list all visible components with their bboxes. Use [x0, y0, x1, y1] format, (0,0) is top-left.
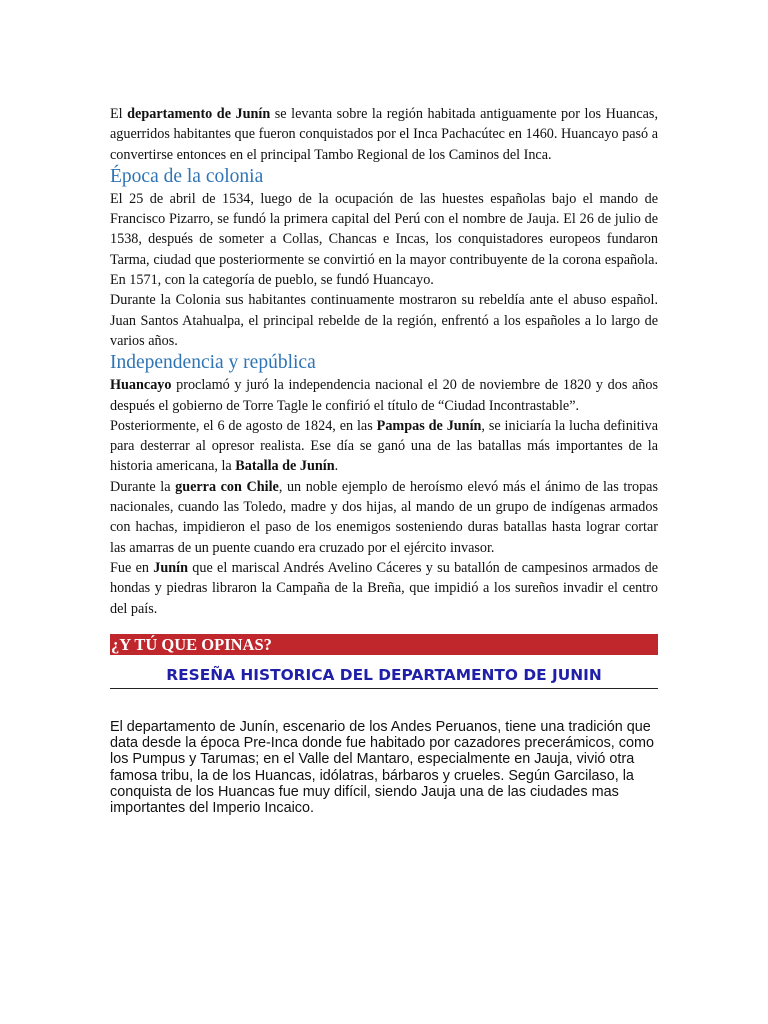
intro-text-1: El	[110, 106, 128, 122]
resena-paragraph: El departamento de Junín, escenario de los Andes Peruanos, tiene una tradición que data desde la época Pre-Inca donde fue habitado por cazadores precerámicos, como los Pumpus y Tarumas; en el Valle del Mantaro, especialmente en Jauja, vivió otra famosa tribu, la de los Huancas, idólatras, bárbaros y crueles. Según Garcilaso, la conquista de los Huancas fue muy difícil, siendo Jauja una de las ciudades mas importantes del Imperio Incaico.	[110, 718, 654, 817]
heading-colonia: Época de la colonia	[110, 165, 264, 187]
bold-batalla-de-junin: Batalla de Junín	[235, 458, 335, 475]
independencia-p2-text-2: , se iniciaría la lucha definitiva para desterrar al opresor realista. Ese día se ganó una de las batallas más importantes de la historia americana, la	[110, 417, 659, 475]
independencia-paragraph-1	[110, 375, 658, 416]
resena-title: RESEÑA HISTORICA DEL DEPARTAMENTO DE JUNIN	[110, 664, 658, 689]
intro-text-2: se levanta sobre la región habitada antiguamente por los Huancas, aguerridos habitantes que fueron conquistados por el Inca Pachacútec en 1460. Huancayo pasó a convertirse entonces en el principal Tambo Regional de los Caminos del Inca.	[110, 106, 658, 163]
colonia-paragraph-2: Durante la Colonia sus habitantes continuamente mostraron su rebeldía ante el abuso español. Juan Santos Atahualpa, el principal rebelde de la región, enfrentó a los españoles a lo largo de varios años.	[110, 292, 658, 349]
independencia-paragraph-4	[110, 558, 658, 619]
heading-independencia: Independencia y república	[110, 352, 316, 374]
independencia-p2-text-1: Posteriormente, el 6 de agosto de 1824, en las	[110, 417, 377, 434]
intro-paragraph	[110, 104, 658, 165]
independencia-p2-text-3: .	[334, 458, 339, 475]
independencia-paragraph-2	[110, 416, 658, 477]
independencia-p3-text-2: , un noble ejemplo de heroísmo elevó más el ánimo de las tropas nacionales, cuando las Toledo, madre y dos hijas, al mando de un grupo de indígenas armados con hachas, impidieron el paso de los enemigos sosteniendo duras batallas hasta lograr cortar las amarras de un puente cuando era cruzado por el ejército invasor.	[110, 478, 659, 556]
independencia-p4-text-2: que el mariscal Andrés Avelino Cáceres y su batallón de campesinos armados de hondas y piedras libraron la Campaña de la Breña, que impidió a los sureños invadir el centro del país.	[110, 559, 658, 617]
document-content	[110, 104, 658, 817]
independencia-p3-text-1: Durante la	[110, 478, 176, 495]
bold-huancayo: Huancayo	[110, 377, 172, 394]
bold-pampas-de-junin: Pampas de Junín	[376, 417, 482, 434]
bold-guerra-con-chile: guerra con Chile	[175, 478, 279, 495]
bold-junin: Junín	[153, 559, 188, 576]
opinion-banner: ¿Y TÚ QUE OPINAS?	[110, 634, 658, 655]
independencia-paragraph-3	[110, 477, 658, 558]
intro-bold-department: departamento de Junín	[127, 106, 271, 122]
independencia-p1-text: proclamó y juró la independencia nacional el 20 de noviembre de 1820 y dos años después el gobierno de Torre Tagle le confirió el título de “Ciudad Incontrastable”.	[110, 377, 658, 414]
colonia-paragraph-1: El 25 de abril de 1534, luego de la ocupación de las huestes españolas bajo el mando de Francisco Pizarro, se fundó la primera capital del Perú con el nombre de Jauja. El 26 de julio de 1538, después de someter a Collas, Chancas e Incas, los conquistadores europeos fundaron Tarma, ciudad que posteriormente se convirtió en la mayor contribuyente de la corona española. En 1571, con la categoría de pueblo, se fundó Huancayo.	[110, 190, 658, 289]
independencia-p4-text-1: Fue en	[110, 559, 154, 576]
